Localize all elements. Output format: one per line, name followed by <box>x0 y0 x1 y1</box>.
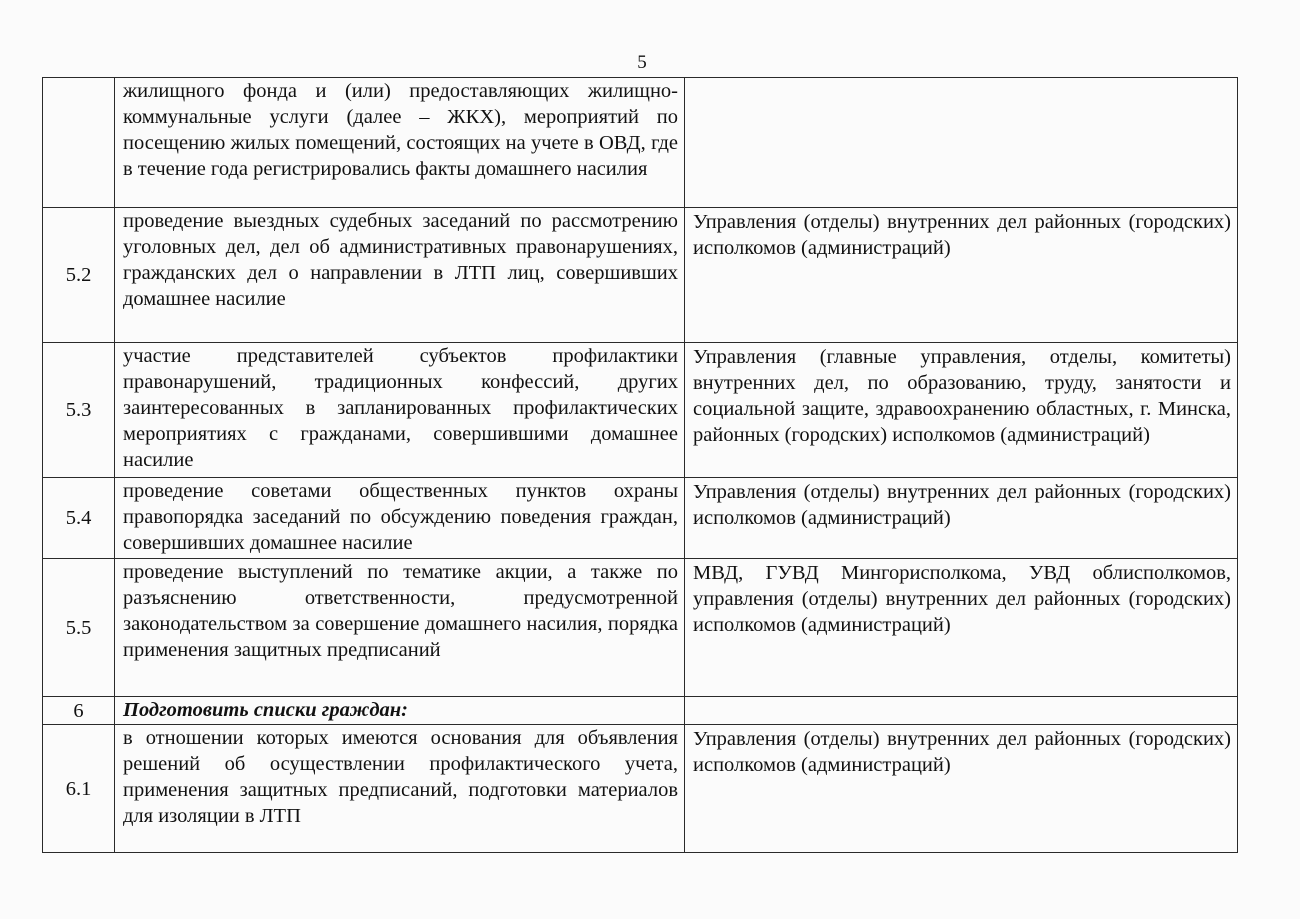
event-cell: проведение выступлений по тематике акции, а также по разъяснению ответственности, предусмотренной законодательством за совершение домашнего насилия, порядка применения защитных предписаний <box>115 559 685 697</box>
row-number: 5.2 <box>43 208 115 343</box>
table-row <box>43 78 1238 208</box>
executor-cell: Управления (отделы) внутренних дел районных (городских) исполкомов (администраций) <box>685 725 1238 853</box>
row-number <box>43 78 115 208</box>
executor-cell: МВД, ГУВД Мингорисполкома, УВД облисполкомов, управления (отделы) внутренних дел районных (городских) исполкомов (администраций) <box>685 559 1238 697</box>
executor-cell: Управления (главные управления, отделы, комитеты) внутренних дел, по образованию, труду, занятости и социальной защите, здравоохранению областных, г. Минска, районных (городских) исполкомов (администраций) <box>685 343 1238 478</box>
row-number: 5.3 <box>43 343 115 478</box>
executor-cell <box>685 697 1238 725</box>
executor-cell: Управления (отделы) внутренних дел районных (городских) исполкомов (администраций) <box>685 208 1238 343</box>
executor-cell <box>685 78 1238 208</box>
page-number: 5 <box>637 52 647 73</box>
event-cell: жилищного фонда и (или) предоставляющих жилищно-коммунальные услуги (далее – ЖКХ), мероприятий по посещению жилых помещений, состоящих на учете в ОВД, где в течение года регистрировались факты домашнего насилия <box>115 78 685 208</box>
section-title: Подготовить списки граждан: <box>115 697 685 725</box>
table-row <box>43 559 1238 697</box>
table-row <box>43 725 1238 853</box>
event-cell: проведение выездных судебных заседаний по рассмотрению уголовных дел, дел об административных правонарушениях, гражданских дел о направлении в ЛТП лиц, совершивших домашнее насилие <box>115 208 685 343</box>
row-number: 5.5 <box>43 559 115 697</box>
measures-table <box>42 77 1238 853</box>
row-number: 6.1 <box>43 725 115 853</box>
table-row <box>43 697 1238 725</box>
table-row <box>43 343 1238 478</box>
row-number: 5.4 <box>43 478 115 559</box>
section-number: 6 <box>43 697 115 725</box>
event-cell: в отношении которых имеются основания для объявления решений об осуществлении профилактического учета, применения защитных предписаний, подготовки материалов для изоляции в ЛТП <box>115 725 685 853</box>
executor-cell: Управления (отделы) внутренних дел районных (городских) исполкомов (администраций) <box>685 478 1238 559</box>
table-row <box>43 478 1238 559</box>
table-row <box>43 208 1238 343</box>
event-cell: проведение советами общественных пунктов охраны правопорядка заседаний по обсуждению поведения граждан, совершивших домашнее насилие <box>115 478 685 559</box>
event-cell: участие представителей субъектов профилактики правонарушений, традиционных конфессий, других заинтересованных в запланированных профилактических мероприятиях с гражданами, совершившими домашнее насилие <box>115 343 685 478</box>
